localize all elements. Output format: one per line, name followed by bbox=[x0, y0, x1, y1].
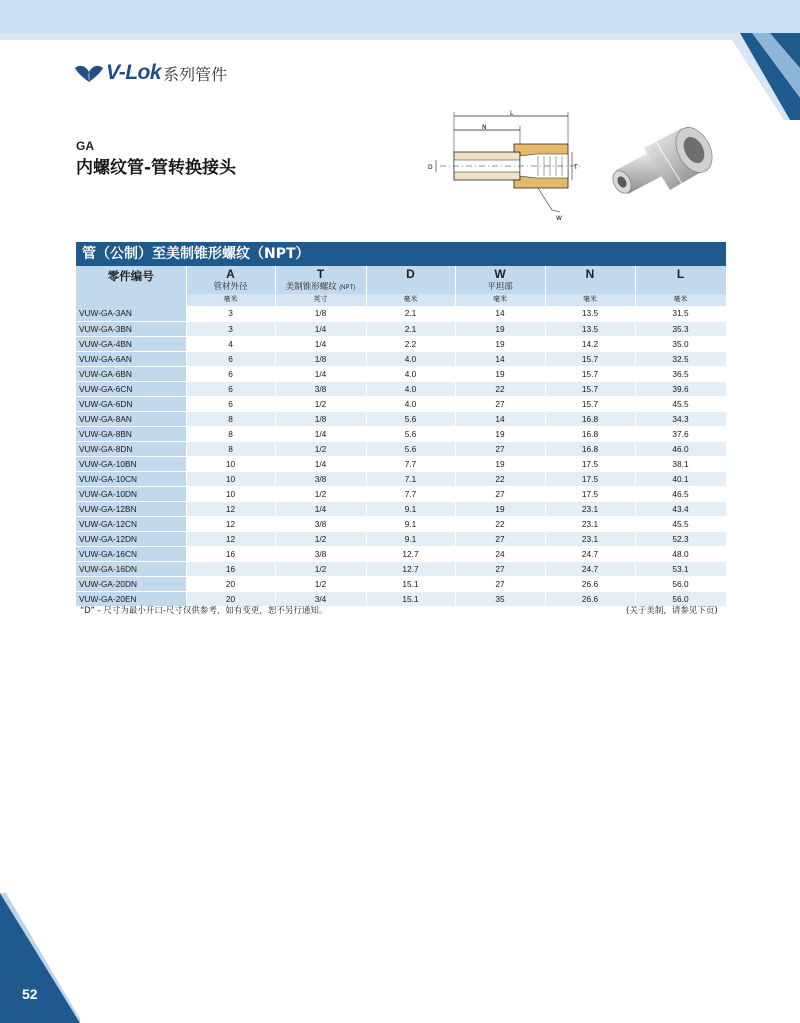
part-number-cell: VUW-GA-4BN bbox=[76, 336, 186, 351]
table-row bbox=[76, 366, 726, 381]
value-cell: 5.6 bbox=[366, 426, 455, 441]
table-row bbox=[76, 486, 726, 501]
value-cell: 43.4 bbox=[635, 501, 726, 516]
label-W: W bbox=[556, 215, 562, 222]
value-cell: 13.5 bbox=[545, 306, 635, 321]
value-cell: 34.3 bbox=[635, 411, 726, 426]
product-photo bbox=[604, 118, 714, 212]
part-number-header: 零件编号 bbox=[76, 266, 186, 306]
value-cell: 20 bbox=[186, 576, 275, 591]
label-N: N bbox=[482, 124, 487, 131]
value-cell: 17.5 bbox=[545, 486, 635, 501]
value-cell: 27 bbox=[455, 441, 545, 456]
part-number-cell: VUW-GA-6AN bbox=[76, 351, 186, 366]
table-row bbox=[76, 306, 726, 321]
value-cell: 48.0 bbox=[635, 546, 726, 561]
value-cell: 3 bbox=[186, 306, 275, 321]
unit-cell: 毫米 bbox=[545, 294, 635, 306]
value-cell: 3/8 bbox=[275, 471, 366, 486]
value-cell: 1/8 bbox=[275, 411, 366, 426]
value-cell: 35.0 bbox=[635, 336, 726, 351]
value-cell: 12 bbox=[186, 516, 275, 531]
value-cell: 20 bbox=[186, 591, 275, 606]
logo-wings-icon bbox=[74, 62, 104, 84]
value-cell: 53.1 bbox=[635, 561, 726, 576]
part-number-cell: VUW-GA-10DN bbox=[76, 486, 186, 501]
value-cell: 19 bbox=[455, 321, 545, 336]
value-cell: 6 bbox=[186, 351, 275, 366]
value-cell: 8 bbox=[186, 411, 275, 426]
part-number-cell: VUW-GA-8BN bbox=[76, 426, 186, 441]
unit-cell: 毫米 bbox=[455, 294, 545, 306]
value-cell: 15.7 bbox=[545, 381, 635, 396]
value-cell: 19 bbox=[455, 501, 545, 516]
part-number-cell: VUW-GA-6CN bbox=[76, 381, 186, 396]
part-number-cell: VUW-GA-8AN bbox=[76, 411, 186, 426]
table-row bbox=[76, 381, 726, 396]
product-title: 内螺纹管-管转换接头 bbox=[76, 158, 237, 178]
value-cell: 22 bbox=[455, 471, 545, 486]
value-cell: 1/8 bbox=[275, 351, 366, 366]
value-cell: 36.5 bbox=[635, 366, 726, 381]
value-cell: 1/2 bbox=[275, 531, 366, 546]
value-cell: 3/8 bbox=[275, 516, 366, 531]
part-number-cell: VUW-GA-6DN bbox=[76, 396, 186, 411]
brand-logo bbox=[74, 58, 227, 88]
value-cell: 1/4 bbox=[275, 501, 366, 516]
value-cell: 27 bbox=[455, 576, 545, 591]
value-cell: 23.1 bbox=[545, 501, 635, 516]
value-cell: 4.0 bbox=[366, 351, 455, 366]
label-L: L bbox=[510, 110, 514, 117]
see-next-page-note: (关于美制，请参见下页) bbox=[626, 606, 718, 616]
value-cell: 17.5 bbox=[545, 456, 635, 471]
value-cell: 1/2 bbox=[275, 561, 366, 576]
value-cell: 5.6 bbox=[366, 441, 455, 456]
value-cell: 2.1 bbox=[366, 306, 455, 321]
value-cell: 2.2 bbox=[366, 336, 455, 351]
table-row bbox=[76, 516, 726, 531]
value-cell: 40.1 bbox=[635, 471, 726, 486]
value-cell: 6 bbox=[186, 366, 275, 381]
value-cell: 38.1 bbox=[635, 456, 726, 471]
table-row bbox=[76, 501, 726, 516]
value-cell: 1/2 bbox=[275, 576, 366, 591]
value-cell: 19 bbox=[455, 366, 545, 381]
column-header-N: N bbox=[545, 266, 635, 294]
value-cell: 15.7 bbox=[545, 396, 635, 411]
value-cell: 10 bbox=[186, 471, 275, 486]
value-cell: 3/8 bbox=[275, 546, 366, 561]
value-cell: 6 bbox=[186, 396, 275, 411]
value-cell: 27 bbox=[455, 486, 545, 501]
value-cell: 13.5 bbox=[545, 321, 635, 336]
value-cell: 39.6 bbox=[635, 381, 726, 396]
part-number-cell: VUW-GA-12DN bbox=[76, 531, 186, 546]
value-cell: 9.1 bbox=[366, 516, 455, 531]
page-number: 52 bbox=[22, 986, 38, 1002]
table-title: 管（公制）至美制锥形螺纹（NPT） bbox=[76, 242, 726, 266]
value-cell: 24.7 bbox=[545, 561, 635, 576]
value-cell: 26.6 bbox=[545, 591, 635, 606]
value-cell: 10 bbox=[186, 486, 275, 501]
value-cell: 1/2 bbox=[275, 486, 366, 501]
table-row bbox=[76, 561, 726, 576]
value-cell: 16 bbox=[186, 561, 275, 576]
value-cell: 19 bbox=[455, 336, 545, 351]
part-number-cell: VUW-GA-3AN bbox=[76, 306, 186, 321]
value-cell: 52.3 bbox=[635, 531, 726, 546]
unit-cell: 毫米 bbox=[635, 294, 726, 306]
part-number-cell: VUW-GA-10BN bbox=[76, 456, 186, 471]
value-cell: 9.1 bbox=[366, 501, 455, 516]
value-cell: 16.8 bbox=[545, 426, 635, 441]
value-cell: 10 bbox=[186, 456, 275, 471]
value-cell: 32.5 bbox=[635, 351, 726, 366]
table-row bbox=[76, 426, 726, 441]
table-row bbox=[76, 441, 726, 456]
value-cell: 3/8 bbox=[275, 381, 366, 396]
value-cell: 15.1 bbox=[366, 576, 455, 591]
part-number-cell: VUW-GA-3BN bbox=[76, 321, 186, 336]
value-cell: 1/8 bbox=[275, 306, 366, 321]
value-cell: 17.5 bbox=[545, 471, 635, 486]
table-row bbox=[76, 546, 726, 561]
unit-cell: 毫米 bbox=[366, 294, 455, 306]
column-header-T: T 美制锥形螺纹 (NPT) bbox=[275, 266, 366, 294]
table-row bbox=[76, 471, 726, 486]
value-cell: 23.1 bbox=[545, 531, 635, 546]
value-cell: 1/4 bbox=[275, 321, 366, 336]
value-cell: 15.1 bbox=[366, 591, 455, 606]
value-cell: 45.5 bbox=[635, 516, 726, 531]
column-header-W: W 平坦部 bbox=[455, 266, 545, 294]
value-cell: 9.1 bbox=[366, 531, 455, 546]
value-cell: 4.0 bbox=[366, 396, 455, 411]
value-cell: 46.0 bbox=[635, 441, 726, 456]
part-number-cell: VUW-GA-20DN bbox=[76, 576, 186, 591]
part-number-cell: VUW-GA-10CN bbox=[76, 471, 186, 486]
part-number-cell: VUW-GA-12BN bbox=[76, 501, 186, 516]
value-cell: 56.0 bbox=[635, 576, 726, 591]
table-row bbox=[76, 576, 726, 591]
column-header-L: L bbox=[635, 266, 726, 294]
value-cell: 3 bbox=[186, 321, 275, 336]
value-cell: 15.7 bbox=[545, 366, 635, 381]
value-cell: 1/2 bbox=[275, 396, 366, 411]
value-cell: 16.8 bbox=[545, 411, 635, 426]
part-number-cell: VUW-GA-20EN bbox=[76, 591, 186, 606]
part-number-cell: VUW-GA-12CN bbox=[76, 516, 186, 531]
value-cell: 7.7 bbox=[366, 486, 455, 501]
value-cell: 4.0 bbox=[366, 381, 455, 396]
page-corner bbox=[0, 893, 80, 1023]
value-cell: 37.6 bbox=[635, 426, 726, 441]
value-cell: 15.7 bbox=[545, 351, 635, 366]
value-cell: 27 bbox=[455, 531, 545, 546]
value-cell: 12 bbox=[186, 531, 275, 546]
value-cell: 8 bbox=[186, 441, 275, 456]
table-header-row bbox=[76, 266, 726, 294]
value-cell: 12.7 bbox=[366, 561, 455, 576]
value-cell: 6 bbox=[186, 381, 275, 396]
part-number-cell: VUW-GA-16CN bbox=[76, 546, 186, 561]
value-cell: 1/4 bbox=[275, 456, 366, 471]
part-number-cell: VUW-GA-16DN bbox=[76, 561, 186, 576]
value-cell: 14 bbox=[455, 411, 545, 426]
value-cell: 12 bbox=[186, 501, 275, 516]
value-cell: 16.8 bbox=[545, 441, 635, 456]
value-cell: 16 bbox=[186, 546, 275, 561]
value-cell: 1/4 bbox=[275, 336, 366, 351]
value-cell: 14 bbox=[455, 351, 545, 366]
value-cell: 22 bbox=[455, 516, 545, 531]
value-cell: 45.5 bbox=[635, 396, 726, 411]
technical-drawing bbox=[420, 108, 592, 226]
column-header-A: A 管材外径 bbox=[186, 266, 275, 294]
part-number-cell: VUW-GA-8DN bbox=[76, 441, 186, 456]
brand-series: 系列管件 bbox=[163, 64, 228, 84]
table-row bbox=[76, 456, 726, 471]
value-cell: 31.5 bbox=[635, 306, 726, 321]
table-row bbox=[76, 396, 726, 411]
unit-cell: 英寸 bbox=[275, 294, 366, 306]
value-cell: 35 bbox=[455, 591, 545, 606]
value-cell: 14 bbox=[455, 306, 545, 321]
value-cell: 23.1 bbox=[545, 516, 635, 531]
value-cell: 46.5 bbox=[635, 486, 726, 501]
value-cell: 1/2 bbox=[275, 441, 366, 456]
value-cell: 19 bbox=[455, 426, 545, 441]
footnote: “D” - 尺寸为最小开口-尺寸仅供参考，如有变更，恕不另行通知。 bbox=[80, 606, 328, 616]
table-row bbox=[76, 336, 726, 351]
table-row bbox=[76, 351, 726, 366]
value-cell: 1/4 bbox=[275, 426, 366, 441]
label-T: T bbox=[574, 164, 578, 171]
value-cell: 19 bbox=[455, 456, 545, 471]
value-cell: 24.7 bbox=[545, 546, 635, 561]
value-cell: 7.1 bbox=[366, 471, 455, 486]
label-D: D bbox=[428, 164, 433, 171]
column-header-D: D bbox=[366, 266, 455, 294]
value-cell: 24 bbox=[455, 546, 545, 561]
value-cell: 35.3 bbox=[635, 321, 726, 336]
value-cell: 8 bbox=[186, 426, 275, 441]
value-cell: 7.7 bbox=[366, 456, 455, 471]
value-cell: 2.1 bbox=[366, 321, 455, 336]
value-cell: 22 bbox=[455, 381, 545, 396]
brand-name: V-Lok bbox=[106, 61, 162, 84]
value-cell: 27 bbox=[455, 561, 545, 576]
value-cell: 14.2 bbox=[545, 336, 635, 351]
value-cell: 26.6 bbox=[545, 576, 635, 591]
dimension-table bbox=[76, 242, 726, 607]
value-cell: 4 bbox=[186, 336, 275, 351]
value-cell: 12.7 bbox=[366, 546, 455, 561]
value-cell: 3/4 bbox=[275, 591, 366, 606]
value-cell: 5.6 bbox=[366, 411, 455, 426]
table-row bbox=[76, 321, 726, 336]
part-number-cell: VUW-GA-6BN bbox=[76, 366, 186, 381]
value-cell: 4.0 bbox=[366, 366, 455, 381]
table-row bbox=[76, 411, 726, 426]
value-cell: 1/4 bbox=[275, 366, 366, 381]
product-code: GA bbox=[76, 139, 94, 153]
value-cell: 56.0 bbox=[635, 591, 726, 606]
value-cell: 27 bbox=[455, 396, 545, 411]
table-row bbox=[76, 531, 726, 546]
unit-cell: 毫米 bbox=[186, 294, 275, 306]
